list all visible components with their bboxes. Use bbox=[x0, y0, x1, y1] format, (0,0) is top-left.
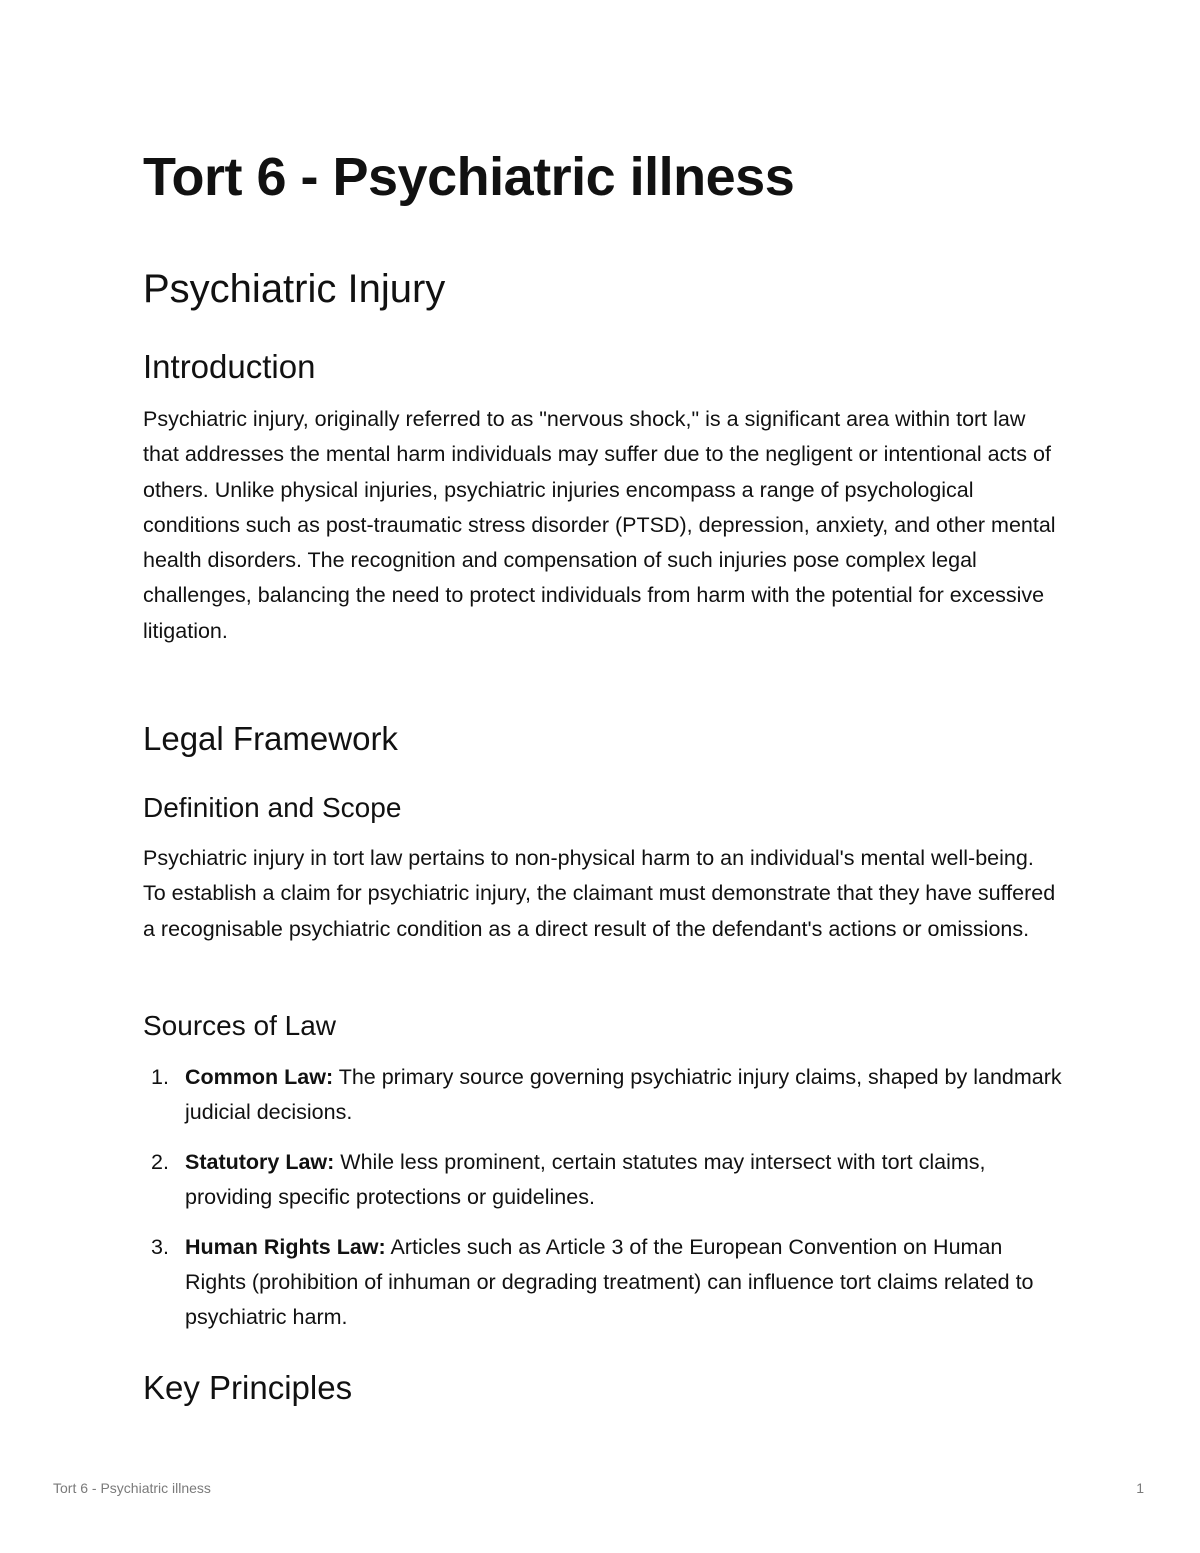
heading-legal-framework: Legal Framework bbox=[143, 720, 398, 757]
heading-definition-scope: Definition and Scope bbox=[143, 792, 402, 823]
heading-key-principles: Key Principles bbox=[143, 1369, 353, 1406]
list-item-term: Common Law: bbox=[185, 1065, 334, 1089]
list-item-text: Articles such as Article 3 of the European Convention on Human Rights (prohibition of inhuman or degrading treatment) can influence tort claims related to psychiatric harm. bbox=[185, 1235, 1034, 1329]
list-item-text: The primary source governing psychiatric injury claims, shaped by landmark judicial decisions. bbox=[185, 1065, 1062, 1124]
list-item-number: 3. bbox=[151, 1235, 169, 1259]
heading-sources-of-law: Sources of Law bbox=[143, 1010, 336, 1041]
heading-introduction: Introduction bbox=[143, 348, 316, 385]
footer-page-number: 1 bbox=[1136, 1480, 1144, 1496]
list-item bbox=[143, 1230, 1063, 1335]
list-item bbox=[143, 1060, 1063, 1130]
introduction-paragraph: Psychiatric injury, originally referred to as "nervous shock," is a significant area within tort law that addresses the mental harm individuals may suffer due to the negligent or intentional acts of others. Unlike physical injuries, psychiatric injuries encompass a range of psychological conditions such as post-traumatic stress disorder (PTSD), depression, anxiety, and other mental health disorders. The recognition and compensation of such injuries pose complex legal challenges, balancing the need to protect individuals from harm with the potential for excessive litigation. bbox=[143, 407, 1056, 643]
list-item-number: 1. bbox=[151, 1065, 169, 1089]
heading-psychiatric-injury: Psychiatric Injury bbox=[143, 267, 446, 311]
footer-document-title: Tort 6 - Psychiatric illness bbox=[53, 1480, 211, 1496]
list-item bbox=[143, 1145, 1063, 1215]
definition-scope-paragraph: Psychiatric injury in tort law pertains to non-physical harm to an individual's mental well-being. To establish a claim for psychiatric injury, the claimant must demonstrate that they have suffered a recognisable psychiatric condition as a direct result of the defendant's actions or omissions. bbox=[143, 846, 1056, 941]
list-item-term: Statutory Law: bbox=[185, 1150, 335, 1174]
list-item-term: Human Rights Law: bbox=[185, 1235, 386, 1259]
sources-of-law-list bbox=[143, 1060, 1063, 1350]
list-item-number: 2. bbox=[151, 1150, 169, 1174]
document-title: Tort 6 - Psychiatric illness bbox=[143, 147, 795, 207]
list-item-text: While less prominent, certain statutes may intersect with tort claims, providing specific protections or guidelines. bbox=[185, 1150, 986, 1209]
